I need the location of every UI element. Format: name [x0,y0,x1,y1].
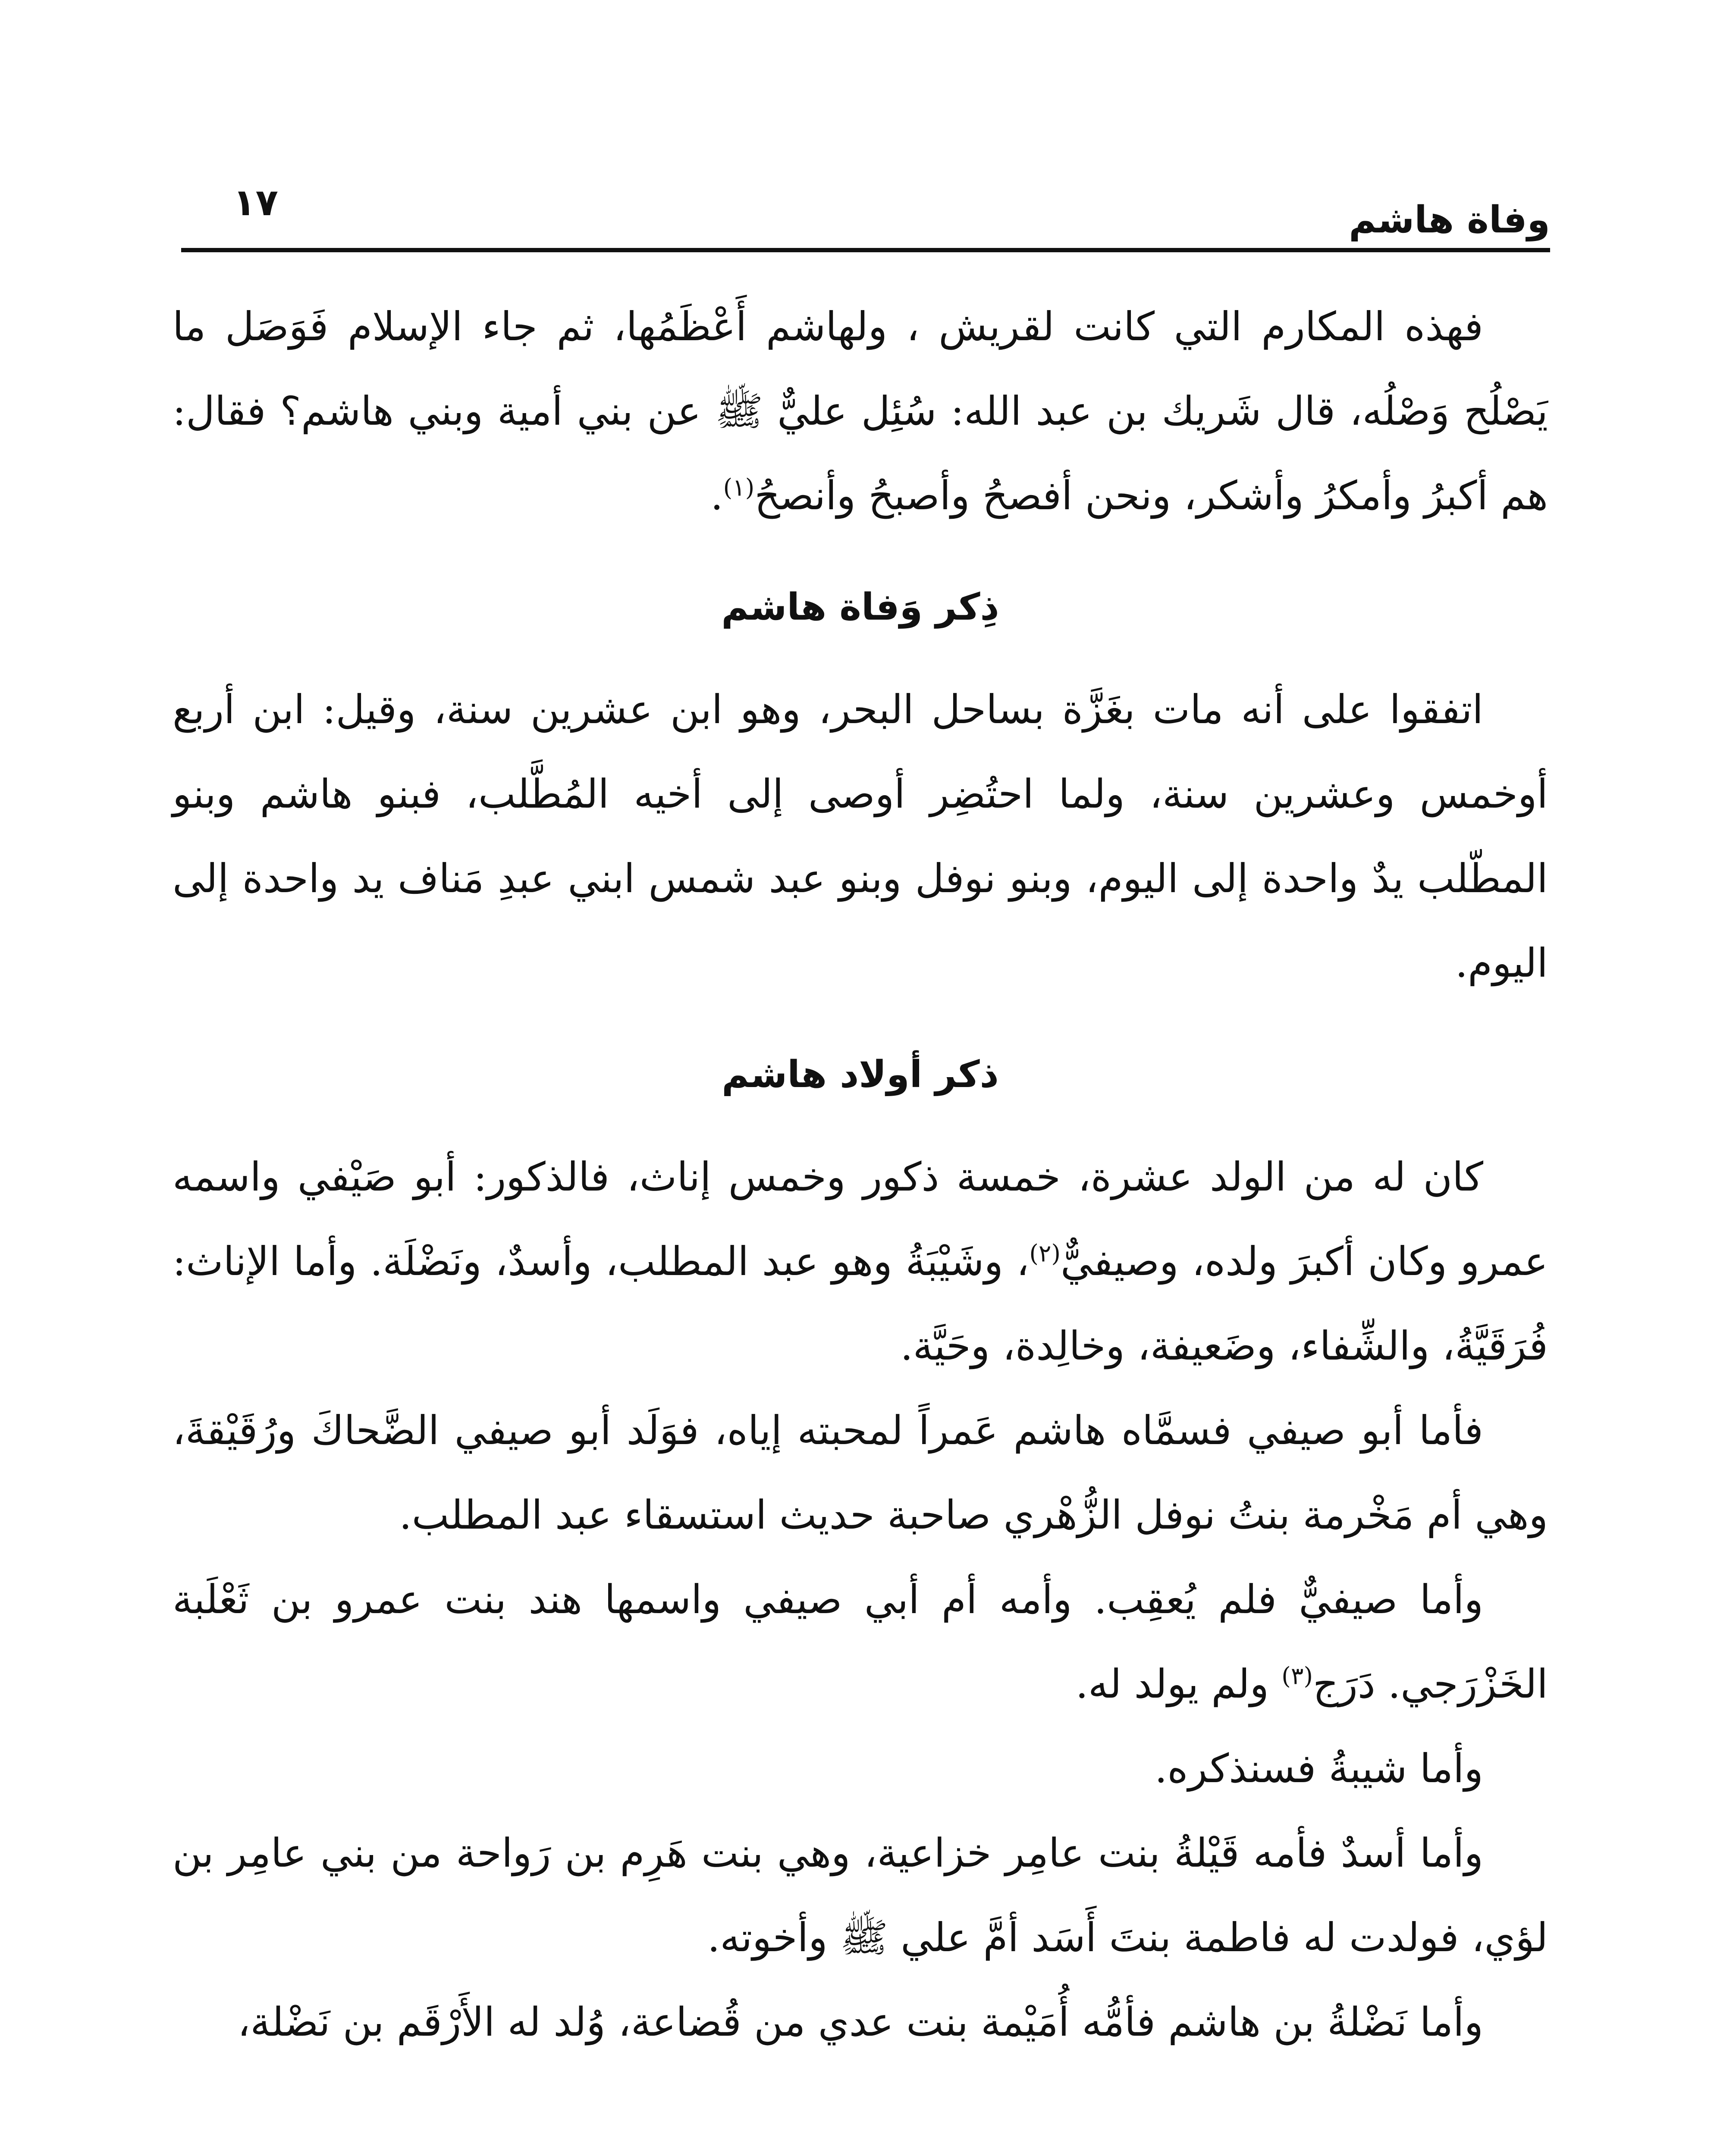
main-text [173,285,1548,2065]
running-title: وفاة هاشم [1349,198,1550,241]
footnote-ref: (٣) [1281,1662,1313,1690]
paragraph [173,285,1548,538]
footnote-ref: (٢) [1029,1240,1061,1268]
paragraph-end: . [710,473,723,519]
header-rule [181,248,1550,252]
section-heading: ذكر أولاد هاشم [722,1053,999,1096]
page-header [181,164,1550,250]
paragraph: وأما شيبةُ فسنذكره. [1155,1745,1483,1792]
paragraph-text: فهذه المكارم التي كانت لقريش ، ولهاشم أَعْظَمُها، ثم جاء الإسلام فَوَصَل ما يَصْلُح وَصْلُه، قال شَريك بن عبد الله: سُئِل عليٌّ ﷺ عن بني أمية وبني هاشم؟ فقال: هم أكبرُ وأمكرُ وأشكر، ونحن أفصحُ وأصبحُ وأنصحُ [173,304,1548,519]
paragraph: اتفقوا على أنه مات بغَزَّة بساحل البحر، وهو ابن عشرين سنة، وقيل: ابن أربع أوخمس وعشرين سنة، ولما احتُضِر أوصى إلى أخيه المُطَّلب، فبنو هاشم وبنو المطّلب يدٌ واحدة إلى اليوم، وبنو نوفل وبنو عبد شمس ابني عبدِ مَناف يد واحدة إلى اليوم. [173,686,1548,986]
paragraph-text: وأما صيفيٌّ فلم يُعقِب. وأمه أم أبي صيفي واسمها هند بنت عمرو بن ثَعْلَبة الخَزْرَجي. دَرَج [173,1576,1548,1707]
section-heading: ذِكر وَفاة هاشم [721,586,999,629]
paragraph [173,1135,1548,1388]
paragraph-text: ولم يولد له. [1075,1661,1282,1707]
page-number: ١٧ [233,181,278,224]
paragraph-text: ، وشَيْبَةُ وهو عبد المطلب، وأسدٌ، ونَضْلَة. وأما الإناث: فُرَقَيَّةُ، والشِّفاء، وضَعيفة، وخالِدة، وحَيَّة. [173,1238,1548,1369]
paragraph-text: كان له من الولد عشرة، خمسة ذكور وخمس إناث، فالذكور: أبو صَيْفي واسمه عمرو وكان أكبرَ ولده، وصيفيٌّ [173,1154,1548,1285]
paragraph [173,1557,1548,1727]
paragraph: وأما أسدٌ فأمه قَيْلةُ بنت عامِر خزاعية، وهي بنت هَرِم بن رَواحة من بني عامِر بن لؤي، فولدت له فاطمة بنتَ أَسَد أمَّ علي ﷺ وأخوته. [173,1830,1548,1961]
footnote-ref: (١) [723,474,755,502]
paragraph: فأما أبو صيفي فسمَّاه هاشم عَمراً لمحبته إياه، فوَلَد أبو صيفي الضَّحاكَ ورُقَيْقةَ، وهي أم مَخْرمة بنتُ نوفل الزُّهْري صاحبة حديث استسقاء عبد المطلب. [173,1407,1548,1538]
paragraph: وأما نَضْلةُ بن هاشم فأمُّه أُمَيْمة بنت عدي من قُضاعة، وُلد له الأَرْقَم بن نَضْلة، [237,1999,1483,2045]
